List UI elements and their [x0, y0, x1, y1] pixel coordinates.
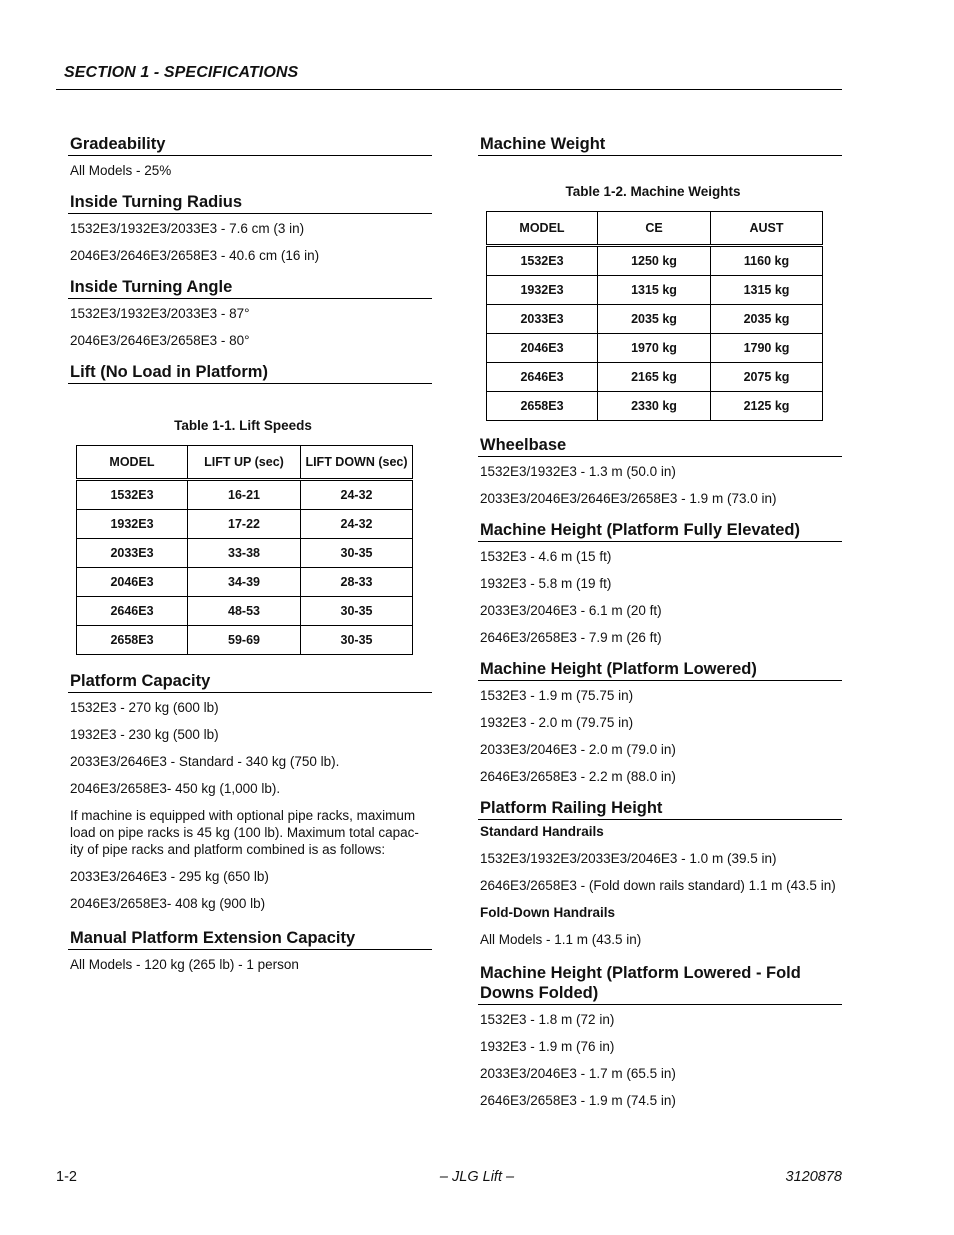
table-cell: 2033E3: [487, 305, 598, 334]
table-cell: 1250 kg: [598, 246, 711, 276]
table-cell: 17-22: [188, 510, 301, 539]
table-cell: 2033E3: [77, 539, 188, 568]
left-column: [68, 134, 432, 983]
table-cell: 30-35: [301, 626, 413, 655]
table-row: [77, 568, 413, 597]
text-line: 1532E3 - 270 kg (600 lb): [70, 700, 219, 715]
subheading-standard-handrails: Standard Handrails: [480, 824, 604, 839]
table-cell: 33-38: [188, 539, 301, 568]
subheading-fold-down-handrails: Fold-Down Handrails: [480, 905, 615, 920]
heading-platform-capacity: Platform Capacity: [68, 671, 432, 693]
text-line: 2646E3/2658E3 - 7.9 m (26 ft): [480, 630, 662, 645]
table-cell: 1532E3: [77, 480, 188, 510]
text-line: 1532E3/1932E3/2033E3/2046E3 - 1.0 m (39.5 in): [480, 851, 777, 866]
text-line: 2046E3/2658E3- 450 kg (1,000 lb).: [70, 781, 281, 796]
heading-gradeability: Gradeability: [68, 134, 432, 156]
machine-weights-table: [486, 211, 823, 421]
text-line: 1532E3 - 1.8 m (72 in): [480, 1012, 615, 1027]
table-row: [487, 246, 823, 276]
table-header: LIFT DOWN (sec): [301, 446, 413, 480]
heading-wheelbase: Wheelbase: [478, 435, 842, 457]
table-cell: 1970 kg: [598, 334, 711, 363]
table-cell: 24-32: [301, 510, 413, 539]
table-cell: 2125 kg: [711, 392, 823, 421]
heading-lift: Lift (No Load in Platform): [68, 362, 432, 384]
table-row: [487, 276, 823, 305]
table-cell: 2658E3: [77, 626, 188, 655]
table-caption-lift-speeds: Table 1-1. Lift Speeds: [174, 418, 312, 433]
section-title: SECTION 1 - SPECIFICATIONS: [64, 64, 299, 81]
heading-height-folded: Machine Height (Platform Lowered - Fold Downs Folded): [478, 963, 842, 1005]
text-line: 1532E3 - 4.6 m (15 ft): [480, 549, 612, 564]
heading-inside-turning-radius: Inside Turning Radius: [68, 192, 432, 214]
table-caption-machine-weights: Table 1-2. Machine Weights: [565, 184, 741, 199]
text-line: 2033E3/2046E3 - 2.0 m (79.0 in): [480, 742, 676, 757]
table-row: [77, 626, 413, 655]
heading-height-elevated: Machine Height (Platform Fully Elevated): [478, 520, 842, 542]
table-header: LIFT UP (sec): [188, 446, 301, 480]
text-line: 2033E3/2046E3/2646E3/2658E3 - 1.9 m (73.0 in): [480, 491, 777, 506]
text-line: 1932E3 - 230 kg (500 lb): [70, 727, 219, 742]
heading-railing-height: Platform Railing Height: [478, 798, 842, 820]
table-cell: 1932E3: [487, 276, 598, 305]
table-header: AUST: [711, 212, 823, 246]
table-header: CE: [598, 212, 711, 246]
table-cell: 2646E3: [77, 597, 188, 626]
table-cell: 1160 kg: [711, 246, 823, 276]
table-cell: 1532E3: [487, 246, 598, 276]
lift-speeds-table: [76, 445, 413, 655]
text-line: 2046E3/2646E3/2658E3 - 80°: [70, 333, 250, 348]
table-row: [77, 510, 413, 539]
text-line: 2033E3/2046E3 - 1.7 m (65.5 in): [480, 1066, 676, 1081]
pipe-rack-note: If machine is equipped with optional pipe racks, maximum load on pipe racks is 45 kg (100 lb). Maximum total capac-ity of pipe racks and platform combined is as follows:: [70, 808, 419, 857]
table-row: [487, 392, 823, 421]
table-cell: 28-33: [301, 568, 413, 597]
text-line: 2646E3/2658E3 - 1.9 m (74.5 in): [480, 1093, 676, 1108]
table-row: [77, 539, 413, 568]
heading-machine-weight: Machine Weight: [478, 134, 842, 156]
text-line: All Models - 25%: [70, 163, 172, 178]
table-cell: 2646E3: [487, 363, 598, 392]
table-row: [487, 305, 823, 334]
table-header: MODEL: [487, 212, 598, 246]
table-cell: 2046E3: [77, 568, 188, 597]
text-line: 1532E3/1932E3 - 1.3 m (50.0 in): [480, 464, 676, 479]
text-line: 1932E3 - 2.0 m (79.75 in): [480, 715, 634, 730]
heading-manual-extension: Manual Platform Extension Capacity: [68, 928, 432, 950]
page-number: 1-2: [56, 1169, 77, 1185]
text-line: 2646E3/2658E3 - (Fold down rails standard) 1.1 m (43.5 in): [480, 878, 836, 893]
table-cell: 24-32: [301, 480, 413, 510]
text-line: 2033E3/2646E3 - Standard - 340 kg (750 lb).: [70, 754, 340, 769]
table-cell: 34-39: [188, 568, 301, 597]
text-line: 2033E3/2646E3 - 295 kg (650 lb): [70, 869, 269, 884]
table-cell: 2035 kg: [598, 305, 711, 334]
text-line: 1532E3/1932E3/2033E3 - 87°: [70, 306, 250, 321]
table-cell: 2046E3: [487, 334, 598, 363]
table-cell: 16-21: [188, 480, 301, 510]
text-line: 2646E3/2658E3 - 2.2 m (88.0 in): [480, 769, 676, 784]
table-cell: 2035 kg: [711, 305, 823, 334]
table-header: MODEL: [77, 446, 188, 480]
text-line: 2046E3/2646E3/2658E3 - 40.6 cm (16 in): [70, 248, 320, 263]
table-row: [77, 480, 413, 510]
table-row: [77, 597, 413, 626]
table-cell: 30-35: [301, 597, 413, 626]
table-cell: 1790 kg: [711, 334, 823, 363]
table-cell: 48-53: [188, 597, 301, 626]
table-cell: 30-35: [301, 539, 413, 568]
text-line: All Models - 1.1 m (43.5 in): [480, 932, 642, 947]
text-line: 1932E3 - 5.8 m (19 ft): [480, 576, 612, 591]
table-cell: 59-69: [188, 626, 301, 655]
text-line: 2033E3/2046E3 - 6.1 m (20 ft): [480, 603, 662, 618]
heading-inside-turning-angle: Inside Turning Angle: [68, 277, 432, 299]
table-cell: 2658E3: [487, 392, 598, 421]
table-cell: 2165 kg: [598, 363, 711, 392]
heading-height-lowered: Machine Height (Platform Lowered): [478, 659, 842, 681]
table-cell: 2075 kg: [711, 363, 823, 392]
text-line: 1932E3 - 1.9 m (76 in): [480, 1039, 615, 1054]
table-cell: 1315 kg: [598, 276, 711, 305]
footer-brand: – JLG Lift –: [439, 1169, 515, 1185]
right-column: [478, 134, 842, 1119]
table-row: [487, 363, 823, 392]
text-line: All Models - 120 kg (265 lb) - 1 person: [70, 957, 299, 972]
header-rule: [56, 89, 842, 90]
table-cell: 1932E3: [77, 510, 188, 539]
table-row: [487, 334, 823, 363]
table-cell: 2330 kg: [598, 392, 711, 421]
document-number: 3120878: [785, 1169, 842, 1185]
text-line: 2046E3/2658E3- 408 kg (900 lb): [70, 896, 266, 911]
text-line: 1532E3 - 1.9 m (75.75 in): [480, 688, 634, 703]
table-cell: 1315 kg: [711, 276, 823, 305]
text-line: 1532E3/1932E3/2033E3 - 7.6 cm (3 in): [70, 221, 305, 236]
